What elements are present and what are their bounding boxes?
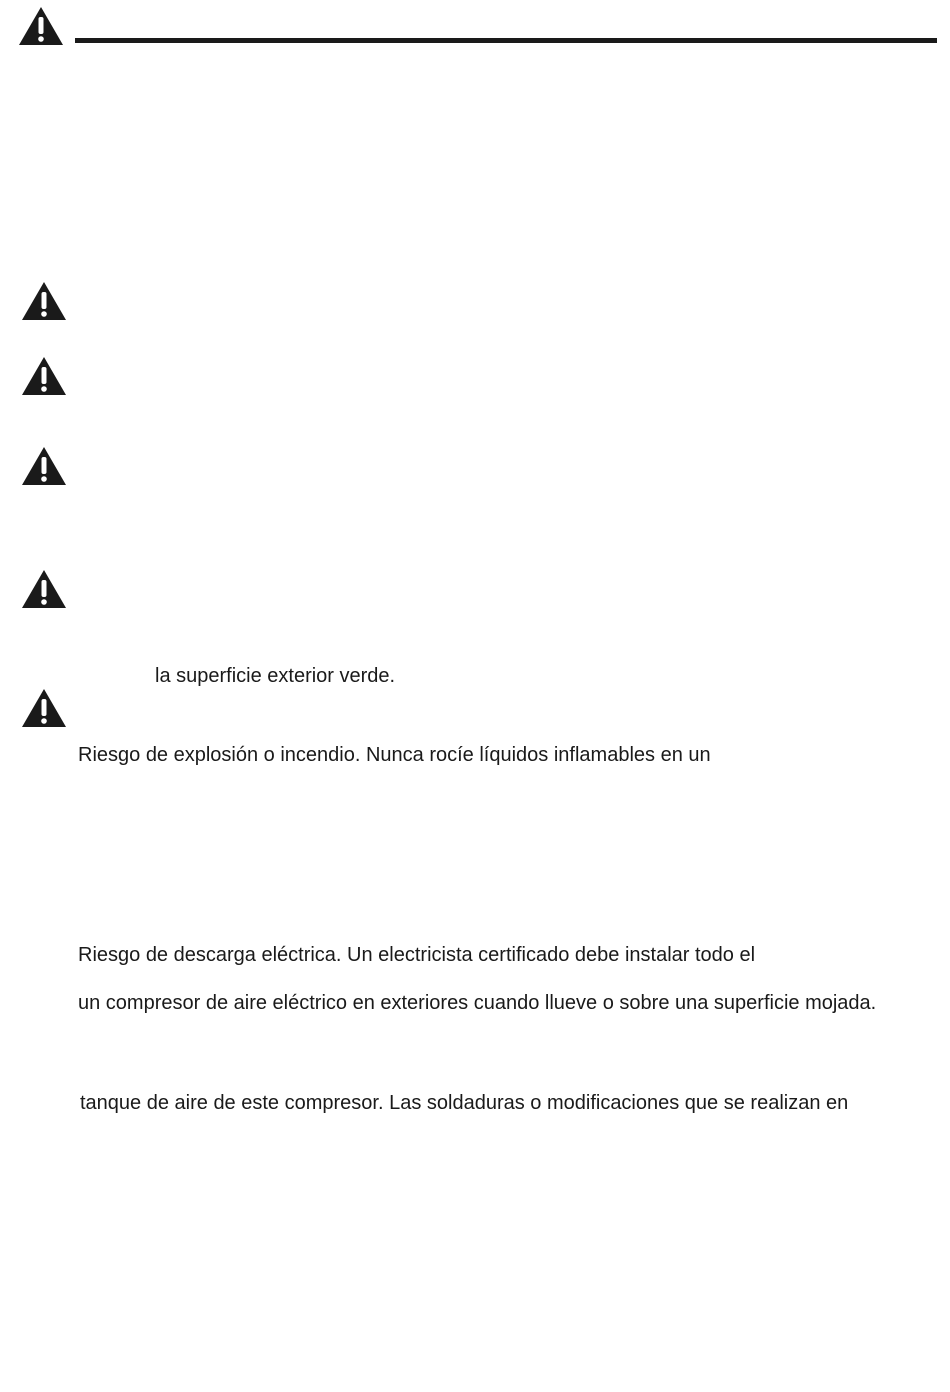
text-line: tanque de aire de este compresor. Las soldaduras o modificaciones que se realizan en bbox=[80, 1092, 849, 1114]
text-line: la superficie exterior verde. bbox=[155, 665, 396, 687]
header-rule bbox=[75, 38, 937, 43]
warning-icon bbox=[21, 446, 67, 486]
warning-icon bbox=[18, 6, 64, 46]
text-line: un compresor de aire eléctrico en exteriores cuando llueve o sobre una superficie mojada. bbox=[78, 992, 877, 1014]
text-line: Riesgo de explosión o incendio. Nunca rocíe líquidos inflamables en un bbox=[78, 744, 711, 766]
warning-icon bbox=[21, 281, 67, 321]
warning-icon bbox=[21, 688, 67, 728]
warning-icon bbox=[21, 569, 67, 609]
text-line: Riesgo de descarga eléctrica. Un electricista certificado debe instalar todo el bbox=[78, 944, 756, 966]
warning-icon bbox=[21, 356, 67, 396]
